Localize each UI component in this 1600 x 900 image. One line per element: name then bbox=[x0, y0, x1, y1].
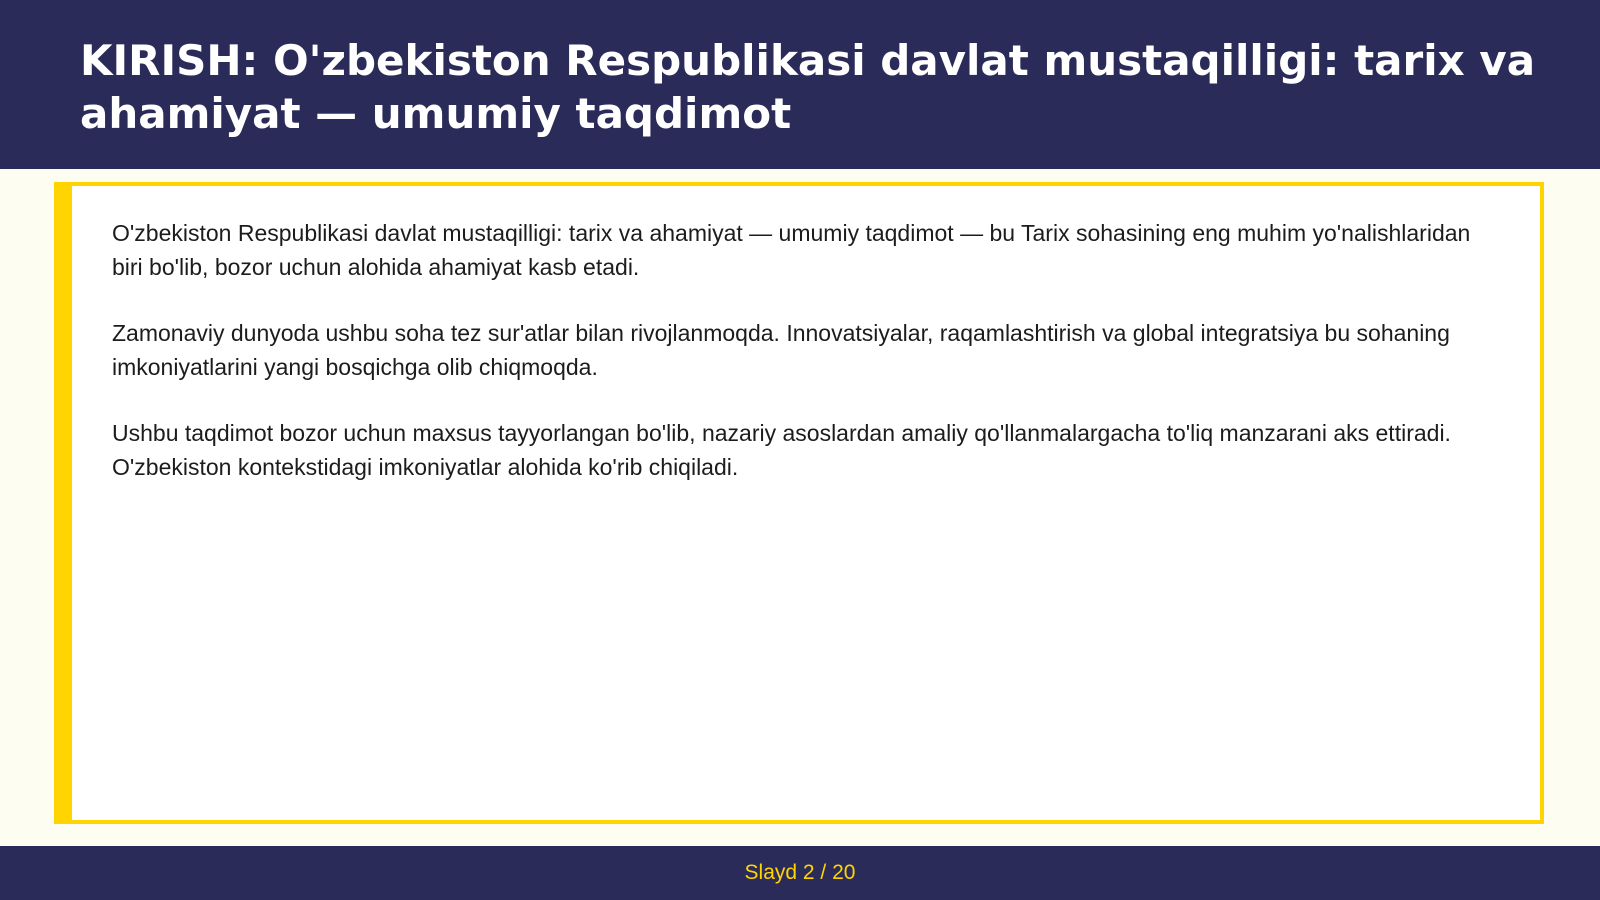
paragraph-intro: O'zbekiston Respublikasi davlat mustaqilligi: tarix va ahamiyat — umumiy taqdimot — bu Tarix sohasining eng muhim yo'nalishlaridan biri bo'lib, bozor uchun alohida ahamiyat kasb etadi. bbox=[112, 220, 1471, 280]
slide-title: KIRISH: O'zbekiston Respublikasi davlat mustaqilligi: tarix va ahamiyat — umumiy taqdimot bbox=[80, 36, 1536, 138]
content-card bbox=[54, 182, 1544, 824]
paragraph-modern-world: Zamonaviy dunyoda ushbu soha tez sur'atlar bilan rivojlanmoqda. Innovatsiyalar, raqamlashtirish va global integratsiya bu sohaning imkoniyatlarini yangi bosqichga olib chiqmoqda. bbox=[112, 320, 1450, 380]
slide-footer bbox=[0, 846, 1600, 900]
slide-counter: Slayd 2 / 20 bbox=[744, 861, 856, 884]
content-body bbox=[112, 216, 1502, 516]
paragraph-presentation-scope: Ushbu taqdimot bozor uchun maxsus tayyorlangan bo'lib, nazariy asoslardan amaliy qo'llanmalargacha to'liq manzarani aks ettiradi. O'zbekiston kontekstidagi imkoniyatlar alohida ko'rib chiqiladi. bbox=[112, 420, 1451, 480]
slide-header bbox=[0, 0, 1600, 169]
